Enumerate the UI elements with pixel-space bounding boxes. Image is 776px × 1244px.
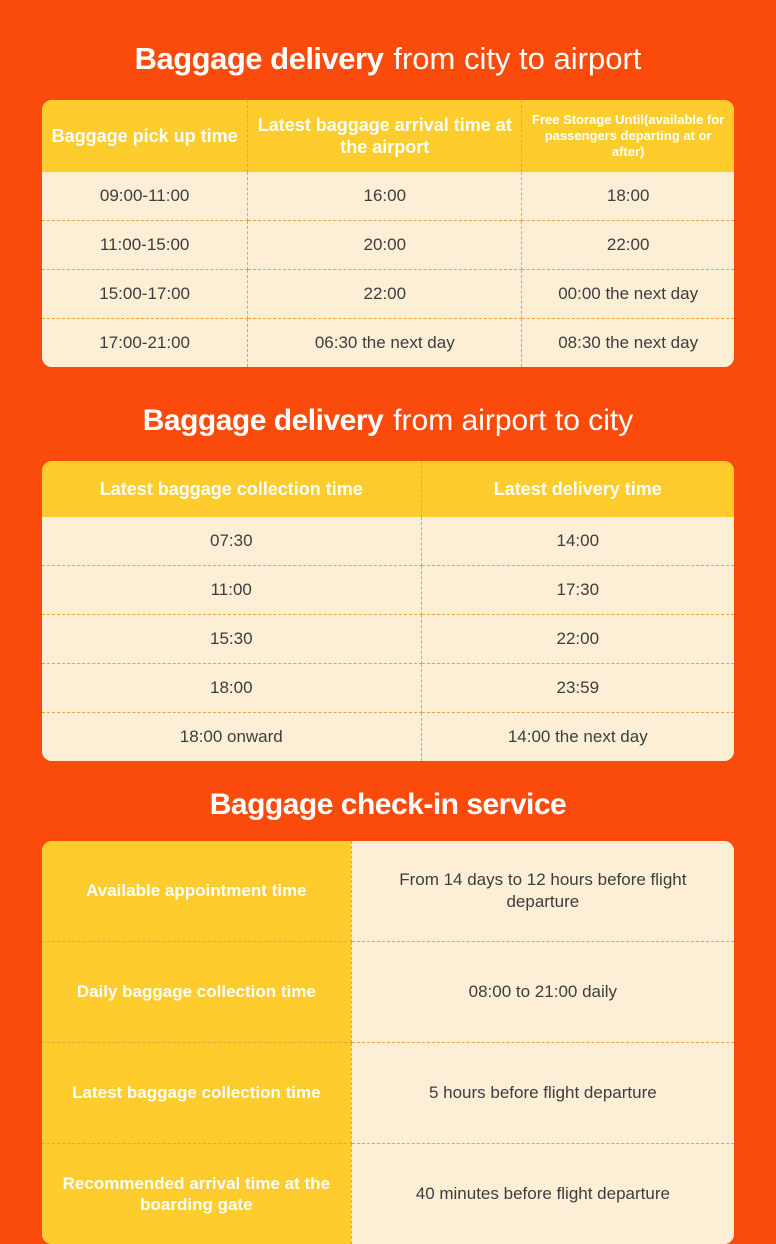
section-3-heading-bold: Baggage check-in service [210,788,567,821]
table-row [42,1043,734,1144]
baggage-airport-to-city-table [42,461,734,761]
table-row [42,172,734,221]
cell-collection-time: 18:00 [42,664,421,713]
table-row [42,1144,734,1244]
cell-collection-time: 11:00 [42,566,421,615]
section-3-heading [0,761,776,823]
cell-delivery-time: 22:00 [421,615,734,664]
column-header-delivery-time: Latest delivery time [421,461,734,517]
cell-collection-time: 18:00 onward [42,713,421,762]
table-row [42,270,734,319]
cell-service-label: Available appointment time [42,841,351,942]
section-1-heading-light: from city to airport [393,41,641,76]
table-header-row [42,461,734,517]
cell-pickup-time: 09:00-11:00 [42,172,248,221]
cell-service-label: Recommended arrival time at the boarding gate [42,1144,351,1244]
cell-collection-time: 07:30 [42,517,421,566]
cell-free-storage: 08:30 the next day [522,319,734,368]
cell-delivery-time: 14:00 the next day [421,713,734,762]
table-row [42,319,734,368]
cell-delivery-time: 17:30 [421,566,734,615]
table-row [42,615,734,664]
cell-arrival-time: 20:00 [248,221,522,270]
section-2-heading [0,367,776,439]
table-row [42,841,734,942]
section-1-heading-bold: Baggage delivery [135,41,384,76]
section-2-heading-bold: Baggage delivery [143,404,383,437]
table-row [42,713,734,762]
cell-service-value: 5 hours before flight departure [351,1043,734,1144]
cell-arrival-time: 22:00 [248,270,522,319]
cell-service-value: 40 minutes before flight departure [351,1144,734,1244]
column-header-free-storage: Free Storage Until(available for passengers departing at or after) [522,100,734,172]
cell-free-storage: 18:00 [522,172,734,221]
column-header-arrival-time: Latest baggage arrival time at the airport [248,100,522,172]
table-row [42,942,734,1043]
cell-pickup-time: 17:00-21:00 [42,319,248,368]
table-row [42,517,734,566]
baggage-city-to-airport-table [42,100,734,367]
cell-service-label: Daily baggage collection time [42,942,351,1043]
cell-service-value: 08:00 to 21:00 daily [351,942,734,1043]
table-row [42,566,734,615]
table-row [42,664,734,713]
cell-collection-time: 15:30 [42,615,421,664]
cell-free-storage: 22:00 [522,221,734,270]
table-header-row [42,100,734,172]
cell-pickup-time: 11:00-15:00 [42,221,248,270]
column-header-pickup-time: Baggage pick up time [42,100,248,172]
cell-pickup-time: 15:00-17:00 [42,270,248,319]
cell-service-label: Latest baggage collection time [42,1043,351,1144]
column-header-collection-time: Latest baggage collection time [42,461,421,517]
section-1-heading [0,0,776,78]
cell-delivery-time: 23:59 [421,664,734,713]
cell-delivery-time: 14:00 [421,517,734,566]
cell-arrival-time: 06:30 the next day [248,319,522,368]
section-2-heading-light: from airport to city [393,404,633,437]
cell-arrival-time: 16:00 [248,172,522,221]
cell-free-storage: 00:00 the next day [522,270,734,319]
cell-service-value: From 14 days to 12 hours before flight departure [351,841,734,942]
table-row [42,221,734,270]
baggage-checkin-service-table [42,841,734,1244]
